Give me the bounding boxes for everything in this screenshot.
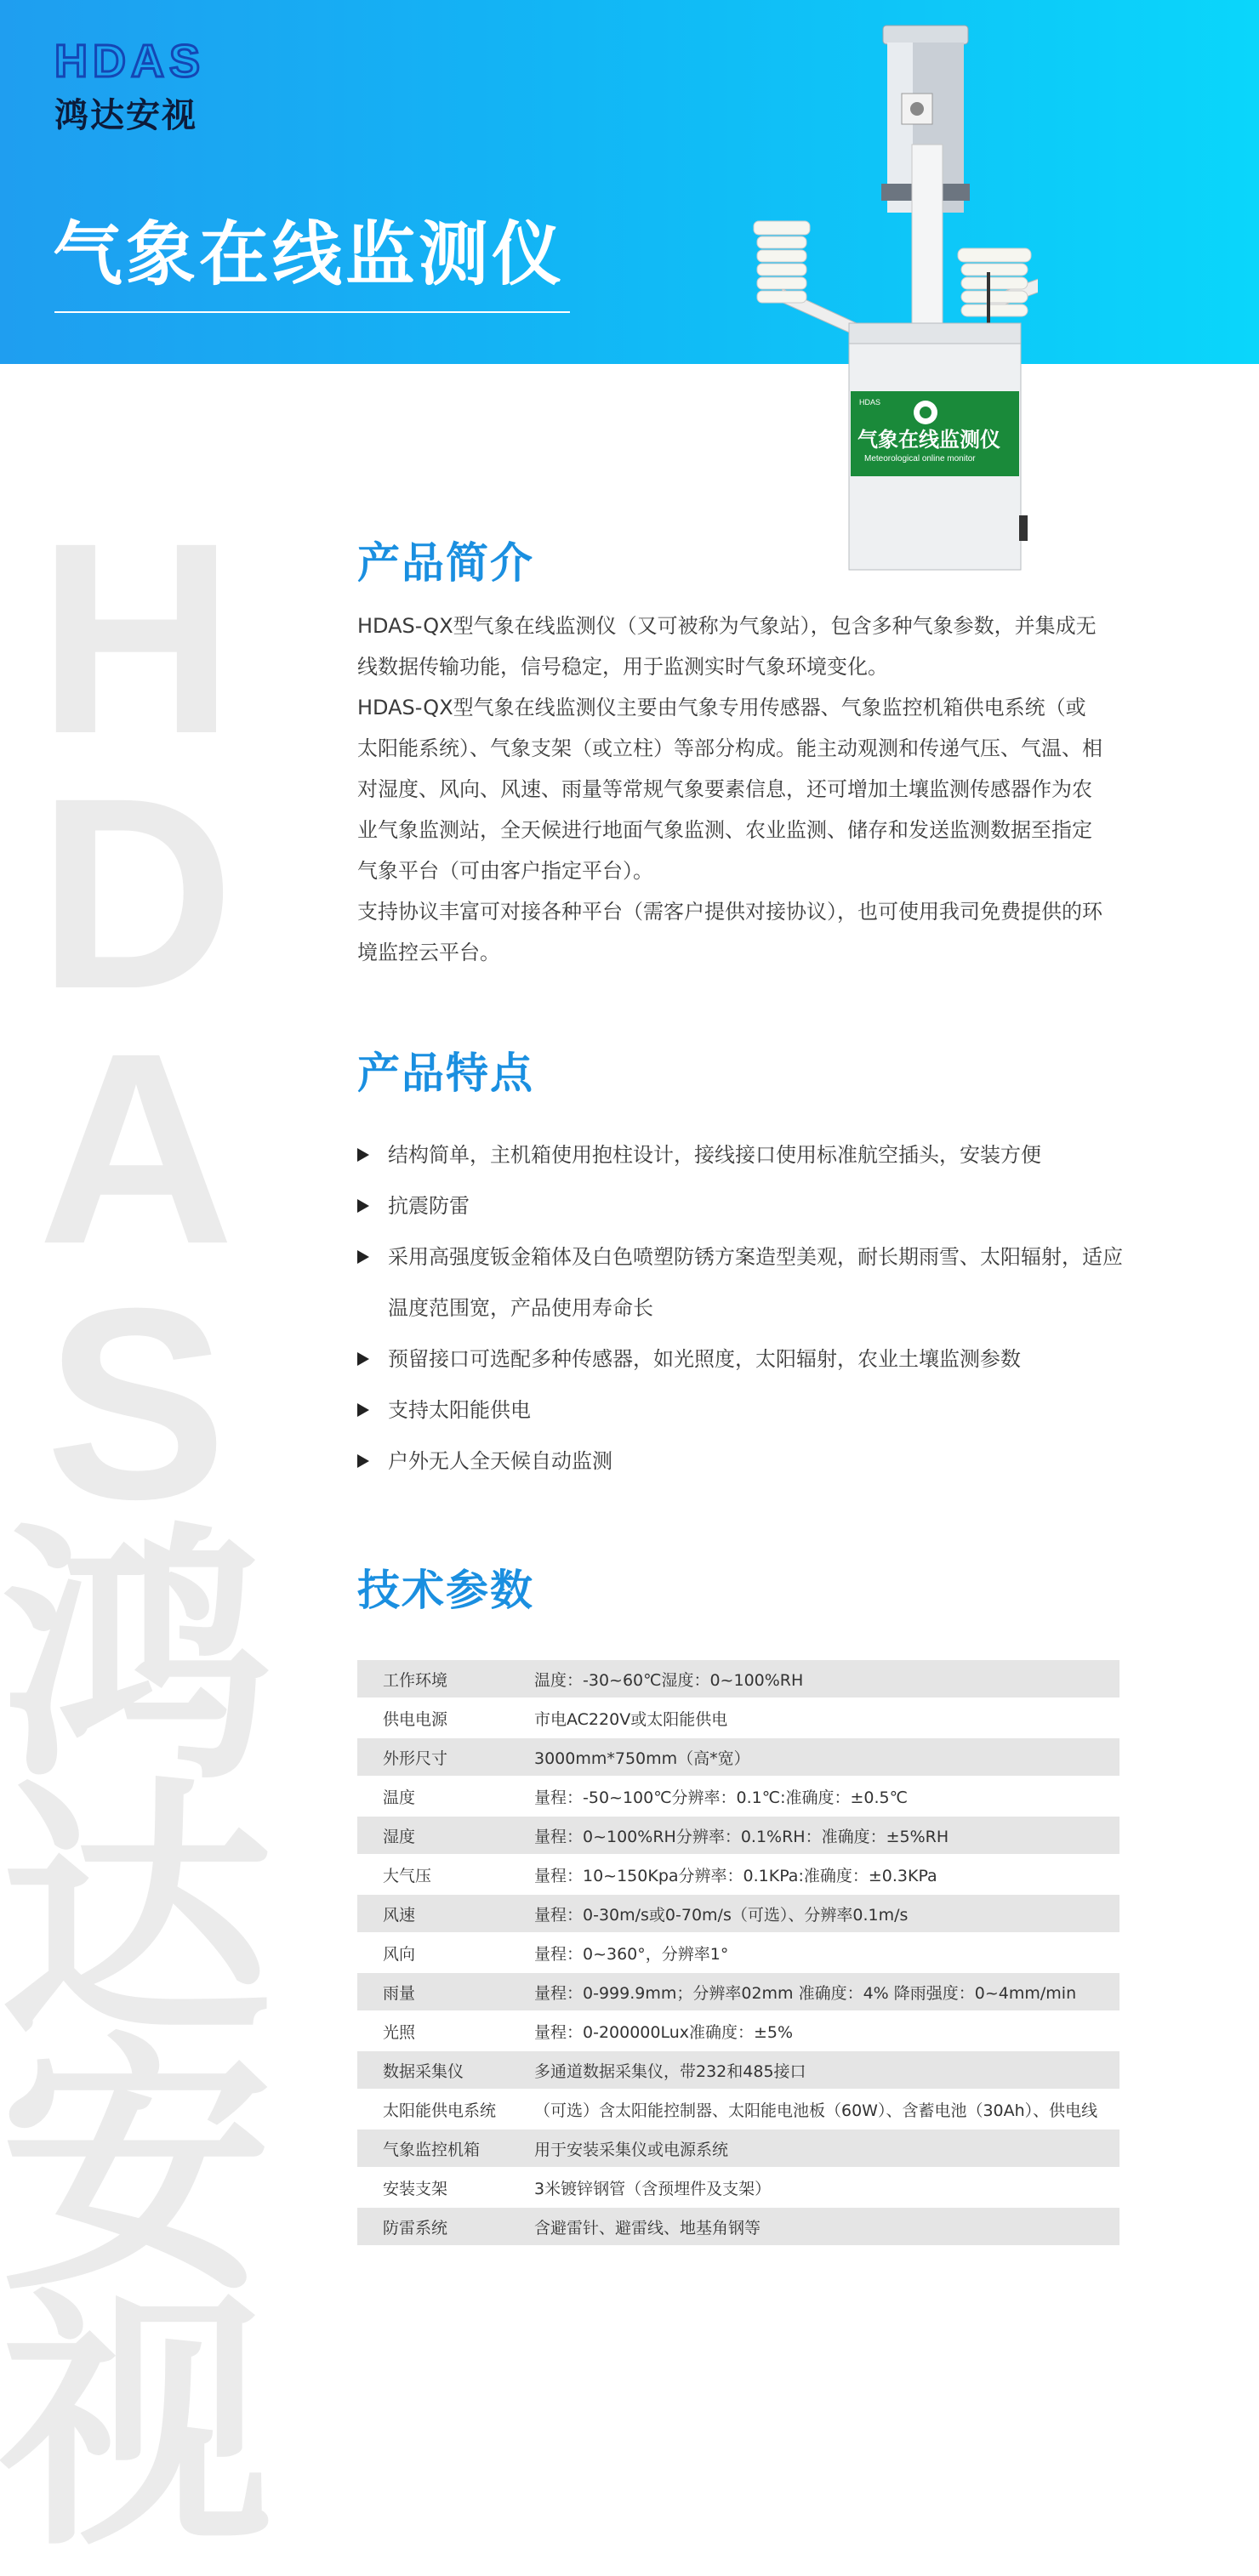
features-list: [357, 1129, 1123, 1487]
feature-item: 结构简单，主机箱使用抱柱设计，接线接口使用标准航空插头，安装方便: [357, 1129, 1123, 1180]
table-row: 太阳能供电系统 （可选）含太阳能控制器、太阳能电池板（60W）、含蓄电池（30Ah）、供电线: [357, 2090, 1119, 2129]
title-underline: [54, 311, 570, 313]
table-row: 风向 量程：0~360°，分辨率1°: [357, 1933, 1119, 1972]
table-row: 气象监控机箱 用于安装采集仪或电源系统: [357, 2129, 1119, 2168]
table-row: 防雷系统 含避雷针、避雷线、地基角钢等: [357, 2207, 1119, 2246]
table-row: 工作环境 温度：-30~60℃湿度：0~100%RH: [357, 1660, 1119, 1698]
feature-item: 支持太阳能供电: [357, 1385, 1123, 1436]
watermark-char: 视: [0, 2272, 272, 2576]
table-row: 风速 量程：0-30m/s或0-70m/s（可选）、分辨率0.1m/s: [357, 1894, 1119, 1933]
feature-item: 抗震防雷: [357, 1180, 1123, 1231]
intro-title: 产品简介: [357, 538, 534, 588]
intro-paragraph: HDAS-QX型气象在线监测仪主要由气象专用传感器、气象监控机箱供电系统（或太阳能系统）、气象支架（或立柱）等部分构成。能主动观测和传递气压、气温、相对湿度、风向、风速、雨量等常规气象要素信息，还可增加土壤监测传感器作为农业气象监测站，全天候进行地面气象监测、农业监测、储存和发送监测数据至指定气象平台（可由客户指定平台）。: [357, 696, 1102, 883]
triangle-bullet-icon: [357, 1199, 369, 1213]
watermark-char: S: [45, 1251, 227, 1555]
watermark-char: D: [37, 741, 235, 1045]
table-row: 安装支架 3米镀锌钢管（含预埋件及支架）: [357, 2168, 1119, 2207]
feature-item: 户外无人全天候自动监测: [357, 1436, 1123, 1487]
table-row: 外形尺寸 3000mm*750mm（高*宽）: [357, 1737, 1119, 1777]
brand-logo-mark: HDAS: [54, 36, 206, 87]
intro-paragraph: HDAS-QX型气象在线监测仪（又可被称为气象站），包含多种气象参数，并集成无线数据传输功能，信号稳定，用于监测实时气象环境变化。: [357, 614, 1097, 679]
vertical-watermark: [0, 486, 272, 2576]
panel-title: 气象在线监测仪: [857, 428, 1000, 452]
table-row: 数据采集仪 多通道数据采集仪，带232和485接口: [357, 2050, 1119, 2090]
intro-text: [357, 606, 1106, 973]
watermark-char: 鸿: [0, 1506, 272, 1811]
watermark-char: A: [37, 996, 235, 1300]
panel-subtitle: Meteorological online monitor: [864, 454, 976, 463]
table-row: 光照 量程：0-200000Lux准确度：±5%: [357, 2011, 1119, 2050]
table-row: 供电电源 市电AC220V或太阳能供电: [357, 1698, 1119, 1737]
triangle-bullet-icon: [357, 1454, 369, 1468]
panel-brand: HDAS: [859, 398, 881, 407]
triangle-bullet-icon: [357, 1148, 369, 1162]
triangle-bullet-icon: [357, 1250, 369, 1264]
intro-paragraph: 支持协议丰富可对接各种平台（需客户提供对接协议），也可使用我司免费提供的环境监控云平台。: [357, 900, 1102, 964]
specs-title: 技术参数: [357, 1566, 534, 1615]
feature-item: 采用高强度钣金箱体及白色喷塑防锈方案造型美观，耐长期雨雪、太阳辐射，适应温度范围宽，产品使用寿命长: [357, 1231, 1123, 1333]
page-title: 气象在线监测仪: [53, 214, 566, 295]
table-row: 雨量 量程：0-999.9mm；分辨率02mm 准确度：4% 降雨强度：0~4mm/min: [357, 1972, 1119, 2011]
brand-logo-text: 鸿达安视: [54, 96, 197, 135]
feature-item: 预留接口可选配多种传感器，如光照度，太阳辐射，农业土壤监测参数: [357, 1333, 1123, 1385]
triangle-bullet-icon: [357, 1403, 369, 1417]
watermark-char: 达: [0, 1761, 272, 2066]
table-row: 大气压 量程：10~150Kpa分辨率：0.1KPa:准确度：±0.3KPa: [357, 1855, 1119, 1894]
table-row: 湿度 量程：0~100%RH分辨率：0.1%RH：准确度：±5%RH: [357, 1816, 1119, 1855]
features-title: 产品特点: [357, 1049, 534, 1098]
specs-table: [357, 1660, 1119, 2247]
weather-station-image: [732, 17, 1038, 578]
triangle-bullet-icon: [357, 1352, 369, 1366]
watermark-char: H: [37, 486, 235, 790]
table-row: 温度 量程：-50~100℃分辨率：0.1℃:准确度：±0.5℃: [357, 1777, 1119, 1816]
watermark-char: 安: [0, 2016, 272, 2321]
